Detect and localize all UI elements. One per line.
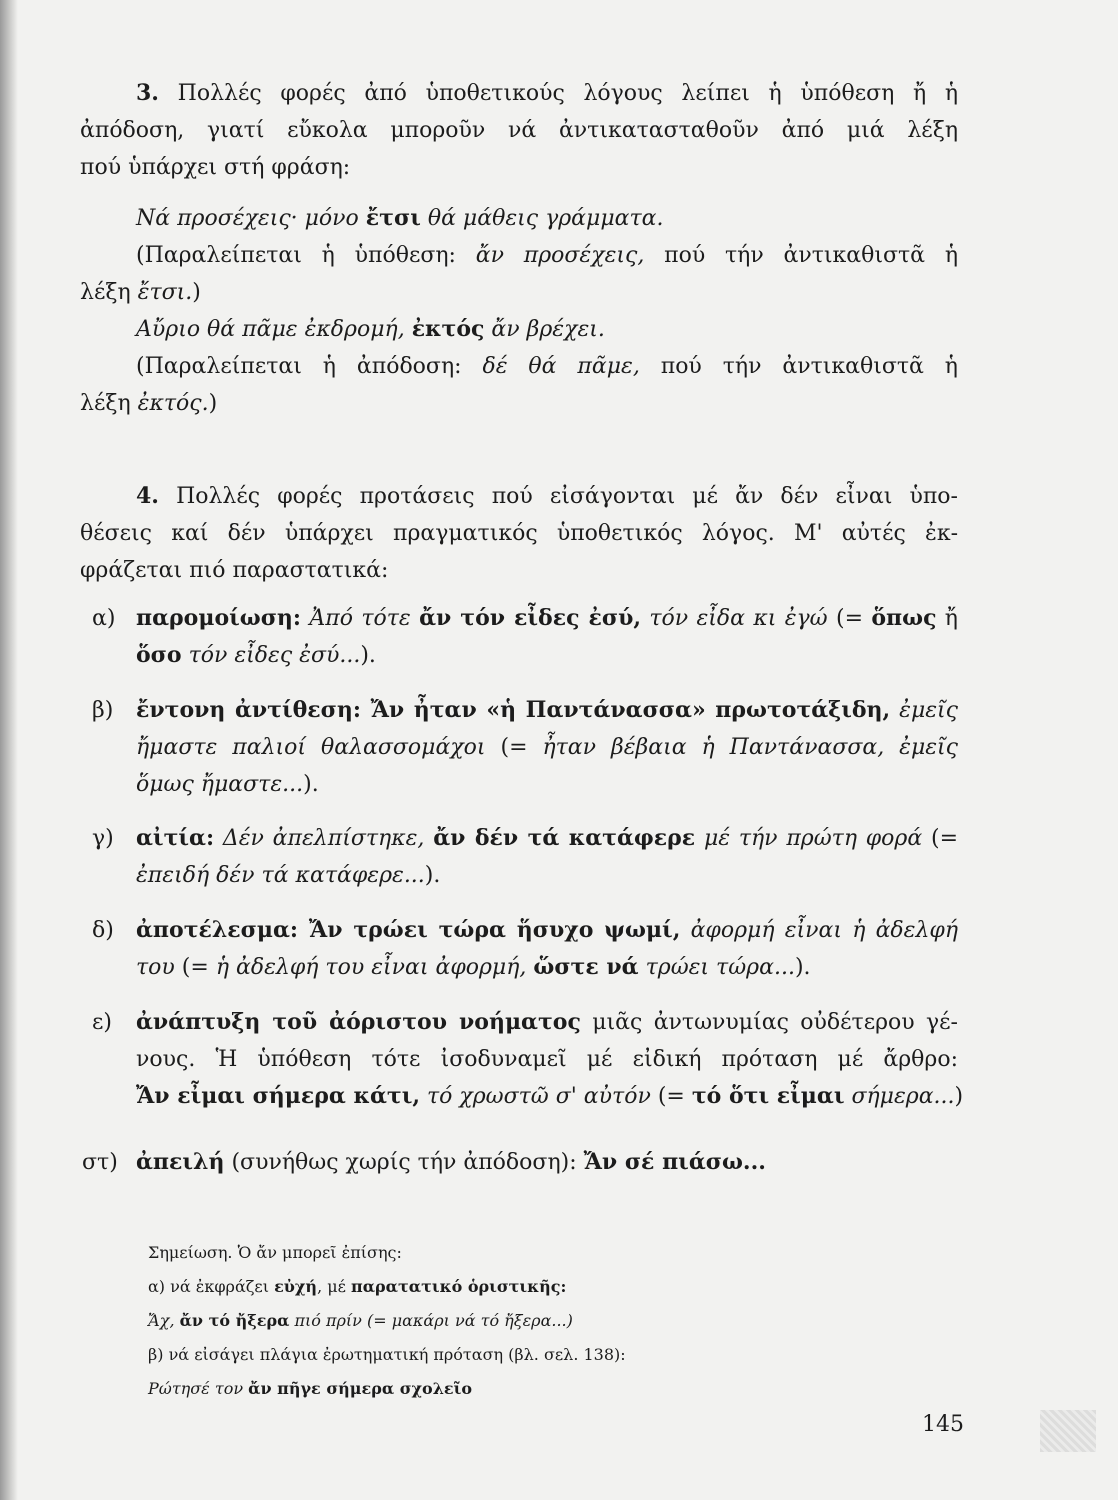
text: πού τήν ἀντικαθιστᾶ ἡ xyxy=(639,354,958,379)
note-title xyxy=(148,1236,848,1270)
bold-text: ἀνάπτυξη τοῦ ἀόριστου νοήματος xyxy=(136,1009,581,1035)
italic-text: σήμερα... xyxy=(844,1084,955,1109)
text: (= xyxy=(174,955,216,980)
italic-text: ἤμαστε παλιοί θαλασσομάχοι xyxy=(136,735,486,760)
scan-smudge xyxy=(1040,1410,1096,1452)
explanation-1-line-2 xyxy=(80,274,958,311)
italic-text: ἄν προσέχεις, xyxy=(475,243,645,268)
section-3-line-1 xyxy=(80,75,958,112)
text: ). xyxy=(360,643,376,668)
list-item xyxy=(80,912,958,986)
text: Πολλές φορές ἀπό ὑποθετικούς λόγους λείπει ἡ ὑπόθεση ἤ ἡ xyxy=(177,81,959,106)
item-label: β) xyxy=(92,698,114,723)
italic-text: ἔτσι. xyxy=(137,280,193,305)
div xyxy=(136,729,958,766)
text: ) xyxy=(208,391,218,416)
bold-text: ἔτσι xyxy=(365,205,421,231)
item-st xyxy=(80,1144,958,1181)
item-label: ε) xyxy=(92,1010,112,1035)
item-d xyxy=(80,912,958,986)
section-3-number: 3. xyxy=(136,80,159,106)
explanation-1-line-1 xyxy=(80,237,958,274)
italic-text: τόν εἶδες ἐσύ... xyxy=(181,643,361,668)
italic-text: τό χρωστῶ σ' αὐτόν xyxy=(420,1084,651,1109)
section-4-line-2 xyxy=(80,515,958,552)
text: ). xyxy=(794,955,811,980)
italic-text: Αὔριο θά πᾶμε ἐκδρομή, xyxy=(136,317,412,342)
note-block xyxy=(148,1236,848,1406)
text: ) xyxy=(954,1084,964,1109)
bold-text: ἄν πῆγε σήμερα σχολεῖο xyxy=(248,1379,473,1398)
explanation-2-line-1 xyxy=(80,348,958,385)
bold-text: ἄν τόν εἶδες ἐσύ, xyxy=(419,605,641,631)
text: (= xyxy=(827,606,872,631)
div xyxy=(136,1004,958,1041)
text: (Παραλείπεται ἡ ὑπόθεση: xyxy=(136,243,476,268)
div xyxy=(136,600,958,637)
text: (= xyxy=(922,826,959,851)
section-3 xyxy=(80,75,958,422)
list-item xyxy=(80,692,958,803)
list-item xyxy=(80,820,958,894)
explanation-2-line-2 xyxy=(80,385,958,422)
div xyxy=(136,912,958,949)
text: (= xyxy=(650,1084,692,1109)
bold-text: ἄν δέν τά κατάφερε xyxy=(433,825,696,851)
text: πού ὑπάρχει στή φράση: xyxy=(80,155,351,180)
div xyxy=(136,692,958,729)
list-item xyxy=(80,1004,964,1115)
text: (Παραλείπεται ἡ ἀπόδοση: xyxy=(136,354,483,379)
text: Σημείωση. Ὁ ἄν μπορεῖ ἐπίσης: xyxy=(148,1243,402,1262)
bold-text: τό ὅτι εἶμαι xyxy=(691,1083,845,1109)
div xyxy=(136,820,958,857)
italic-text: του xyxy=(136,955,175,980)
page-spine-shadow xyxy=(0,0,18,1500)
bold-text: ἐκτός xyxy=(411,316,485,342)
note-example-b xyxy=(148,1372,848,1406)
div xyxy=(136,766,958,803)
div xyxy=(136,1041,958,1078)
div xyxy=(136,949,958,986)
italic-text: τρώει τώρα... xyxy=(638,955,795,980)
text: ) xyxy=(192,280,201,305)
italic-text: πιό πρίν (= μακάρι νά τό ἤξερα...) xyxy=(289,1311,573,1330)
italic-text: ἦταν βέβαια ἡ Παντάνασσα, ἐμεῖς xyxy=(542,735,959,760)
italic-text: Νά προσέχεις· μόνο xyxy=(136,206,366,231)
list-item xyxy=(80,600,958,674)
italic-text: ἀφορμή εἶναι ἡ ἀδελφή xyxy=(680,918,959,943)
item-c xyxy=(80,820,958,894)
text: Πολλές φορές προτάσεις πού εἰσάγονται μέ ἄν δέν εἶναι ὑπο- xyxy=(176,484,958,509)
div xyxy=(136,637,958,674)
note-line-a xyxy=(148,1270,848,1304)
note-line-b xyxy=(148,1338,848,1372)
italic-text: ἐκτός. xyxy=(137,391,209,416)
bold-text: Ἄν εἶμαι σήμερα κάτι, xyxy=(136,1083,421,1109)
bold-text: ὅπως xyxy=(871,605,937,631)
example-1 xyxy=(80,200,958,237)
section-4-line-3 xyxy=(80,552,958,589)
div xyxy=(136,1078,964,1115)
text: β) νά εἰσάγει πλάγια ἐρωτηματική πρόταση (βλ. σελ. 138): xyxy=(148,1345,626,1364)
italic-text: ἐμεῖς xyxy=(890,698,958,723)
item-e xyxy=(80,1004,964,1115)
bold-text: ἀπειλή xyxy=(136,1149,225,1175)
text: νους. Ἡ ὑπόθεση τότε ἰσοδυναμεῖ μέ εἰδική πρόταση μέ ἄρθρο: xyxy=(136,1047,958,1072)
bold-text: ὥστε νά xyxy=(533,954,639,980)
item-label: δ) xyxy=(92,918,114,943)
bold-text: παρομοίωση: xyxy=(136,605,302,631)
text: α) νά ἐκφράζει xyxy=(148,1277,275,1296)
text: (συνήθως χωρίς τήν ἀπόδοση): xyxy=(224,1150,584,1175)
italic-text: ὅμως ἤμαστε... xyxy=(136,772,304,797)
section-3-line-2 xyxy=(80,112,958,149)
italic-text: Ρώτησέ τον xyxy=(148,1379,249,1398)
section-4-line-1 xyxy=(80,478,958,515)
note-example-a xyxy=(148,1304,848,1338)
item-label: γ) xyxy=(92,826,114,851)
italic-text: Ἀπό τότε xyxy=(301,606,420,631)
text: λέξη xyxy=(80,280,138,305)
div xyxy=(136,1144,958,1181)
bold-text: ἀποτέλεσμα: Ἄν τρώει τώρα ἥσυχο ψωμί, xyxy=(136,917,681,943)
italic-text: ἄν βρέχει. xyxy=(484,317,605,342)
italic-text: ἐπειδή δέν τά κατάφερε... xyxy=(136,863,425,888)
item-a xyxy=(80,600,958,674)
section-4-number: 4. xyxy=(136,483,159,509)
item-label: α) xyxy=(92,606,116,631)
section-4 xyxy=(80,478,958,589)
italic-text: ἡ ἀδελφή του εἶναι ἀφορμή, xyxy=(215,955,534,980)
item-label: στ) xyxy=(82,1150,118,1175)
italic-text: τόν εἶδα κι ἐγώ xyxy=(641,606,828,631)
italic-text: δέ θά πᾶμε, xyxy=(482,354,640,379)
text: φράζεται πιό παραστατικά: xyxy=(80,558,389,583)
bold-text: Ἄν σέ πιάσω... xyxy=(583,1149,766,1175)
text: ἤ xyxy=(936,606,958,631)
text: θέσεις καί δέν ὑπάρχει πραγματικός ὑποθετικός λόγος. Μ' αὐτές ἐκ- xyxy=(80,521,958,546)
text: ). xyxy=(303,772,319,797)
text: ). xyxy=(424,863,441,888)
list-item xyxy=(80,1144,958,1181)
div xyxy=(136,857,958,894)
text: μιᾶς ἀντωνυμίας οὐδέτερου γέ- xyxy=(580,1010,958,1035)
bold-text: εὐχή xyxy=(274,1277,318,1296)
item-b xyxy=(80,692,958,803)
italic-text: μέ τήν πρώτη φορά xyxy=(695,826,923,851)
bold-text: παρατατικό ὁριστικῆς: xyxy=(351,1277,567,1296)
bold-text: αἰτία: xyxy=(136,825,215,851)
section-3-line-3 xyxy=(80,149,958,186)
text: πού τήν ἀντικαθιστᾶ ἡ xyxy=(644,243,958,268)
italic-text: Δέν ἀπελπίστηκε, xyxy=(214,826,434,851)
page-number: 145 xyxy=(922,1412,964,1437)
text: ἀπόδοση, γιατί εὔκολα μποροῦν νά ἀντικατασταθοῦν ἀπό μιά λέξη xyxy=(80,118,958,143)
text: (= xyxy=(485,735,543,760)
bold-text: ἄν τό ἤξερα xyxy=(179,1311,290,1330)
italic-text: θά μάθεις γράμματα. xyxy=(420,206,664,231)
text: , μέ xyxy=(317,1277,352,1296)
bold-text: ὅσο xyxy=(136,642,182,668)
example-2 xyxy=(80,311,958,348)
bold-text: ἔντονη ἀντίθεση: Ἄν ἦταν «ἡ Παντάνασσα» πρωτοτάξιδη, xyxy=(136,697,891,723)
italic-text: Ἄχ, xyxy=(148,1311,180,1330)
text: λέξη xyxy=(80,391,138,416)
